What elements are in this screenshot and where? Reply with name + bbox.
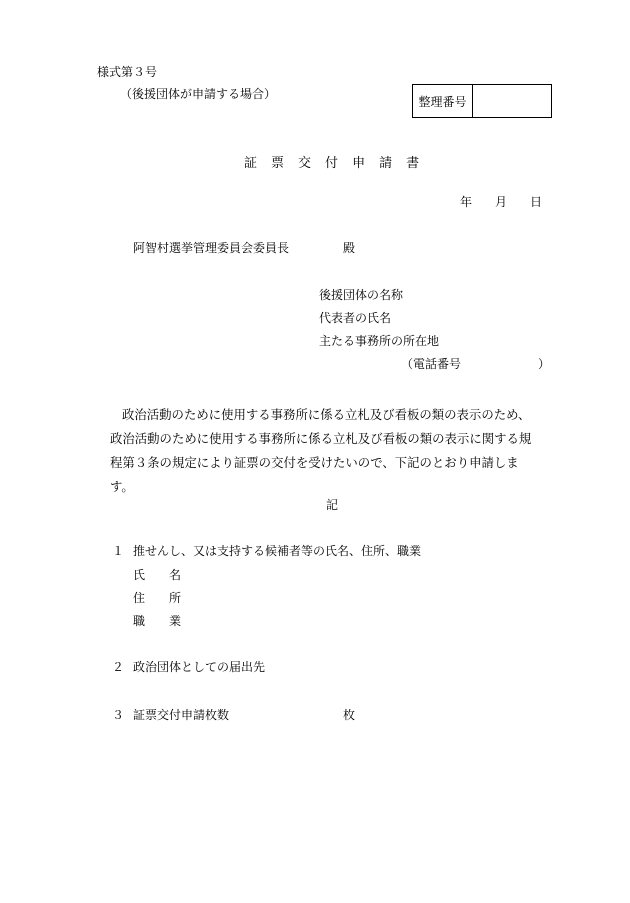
phone-label: （電話番号 (401, 357, 462, 371)
item1-text: 推せんし、又は支持する候補者等の氏名、住所、職業 (133, 544, 422, 558)
reference-number-box (412, 84, 552, 118)
reference-number-field[interactable] (473, 85, 551, 117)
date-year: 年 (460, 195, 473, 209)
item1-number: １ (112, 544, 125, 558)
date-day: 日 (530, 195, 543, 209)
item2-text: 政治団体としての届出先 (133, 660, 266, 674)
addressee-honorific: 殿 (343, 241, 356, 255)
document-title (244, 152, 419, 171)
candidate-name-label: 氏 名 (133, 568, 182, 582)
title-char: 書 (406, 156, 420, 171)
application-body: 政治活動のために使用する事務所に係る立札及び看板の類の表示のため、政治活動のために使用する事務所に係る立札及び看板の類の表示に関する規程第３条の規定により証票の交付を受けたいので、下記のとおり申請します。 (110, 407, 532, 494)
form-note: （後援団体が申請する場合） (120, 87, 277, 101)
title-char: 証 (244, 156, 258, 171)
candidate-job-label: 職 業 (133, 614, 182, 628)
title-char: 交 (298, 156, 312, 171)
ki-heading: 記 (326, 498, 339, 512)
item3-text: 証票交付申請枚数 (133, 708, 230, 722)
title-char: 付 (325, 156, 339, 171)
title-char: 申 (352, 156, 366, 171)
title-char: 請 (379, 156, 393, 171)
title-char: 票 (271, 156, 285, 171)
addressee-name: 阿智村選挙管理委員会委員長 (133, 241, 290, 255)
form-number: 様式第３号 (97, 65, 158, 79)
office-address-label: 主たる事務所の所在地 (319, 334, 440, 348)
item2-number: ２ (112, 660, 125, 674)
date-month: 月 (495, 195, 508, 209)
item3-unit: 枚 (343, 708, 356, 722)
representative-label: 代表者の氏名 (319, 311, 392, 325)
candidate-address-label: 住 所 (133, 591, 182, 605)
reference-number-label: 整理番号 (413, 85, 473, 117)
item3-number: ３ (112, 708, 125, 722)
group-name-label: 後援団体の名称 (319, 288, 404, 302)
phone-close: ） (538, 357, 551, 371)
